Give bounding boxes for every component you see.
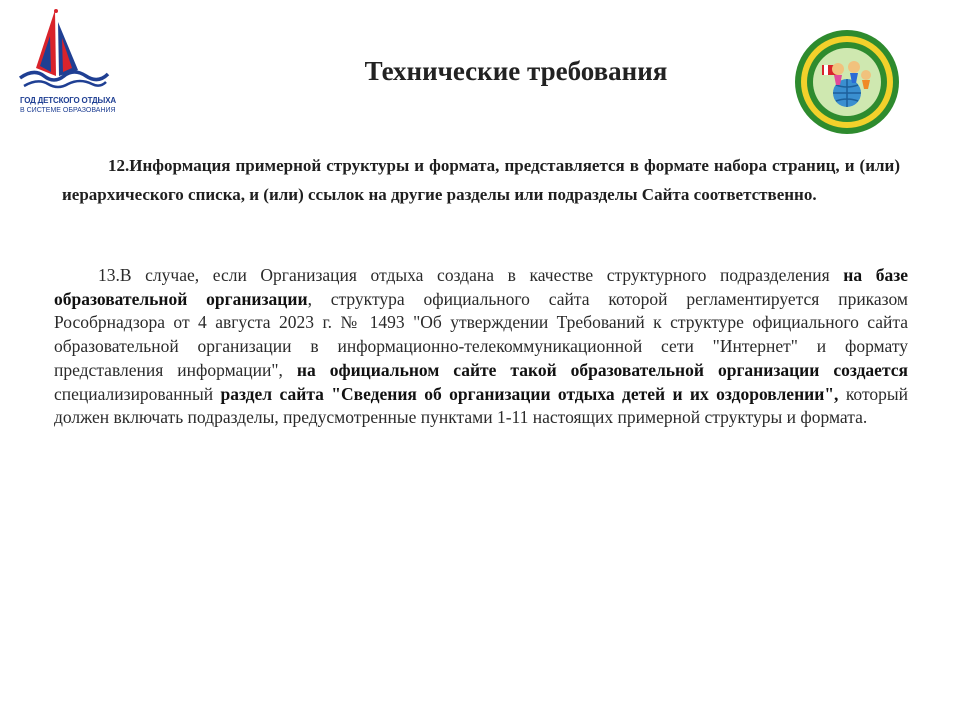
p13-bold-segment-4: на официальном сайте такой образовательной организации создается <box>296 359 908 380</box>
p13-segment-5: специализированный <box>54 383 221 404</box>
logo-caption-line2: В СИСТЕМЕ ОБРАЗОВАНИЯ <box>20 107 116 114</box>
page-title: Технические требования <box>364 56 668 86</box>
paragraph-13 <box>54 264 908 430</box>
p13-bold-segment-6: раздел сайта "Сведения об организации отдыха детей и их оздоровлении", <box>220 383 839 404</box>
p13-bold-segment-2: на базе образовательной организации <box>54 265 908 309</box>
logo-caption <box>20 96 116 116</box>
p13-segment-1: 13.В случае, если Организация отдыха создана в качестве структурного подразделения <box>98 265 844 285</box>
round-green-camp-emblem-icon <box>794 29 900 135</box>
p13-segment-7: который должен включать подразделы, предусмотренные пунктами 1-11 настоящих примерной структуры и формата. <box>54 383 908 428</box>
logo-caption-line1: ГОД ДЕТСКОГО ОТДЫХА <box>20 96 116 105</box>
paragraph-12-text: 12.Информация примерной структуры и формата, представляется в формате набора страниц, и (или) иерархического списка, и (или) ссылок на другие разделы или подразделы Сайта соответственно. <box>62 156 900 204</box>
paragraph-12 <box>62 151 900 209</box>
p13-segment-3: , структура официального сайта которой регламентируется приказом Рособрнадзора от 4 августа 2023 г. № 1493 "Об утверждении Требований к структуре официального сайта образовательной организации в информационно-телекоммуникационной сети "Интернет" и формату представления информации", <box>54 288 908 380</box>
